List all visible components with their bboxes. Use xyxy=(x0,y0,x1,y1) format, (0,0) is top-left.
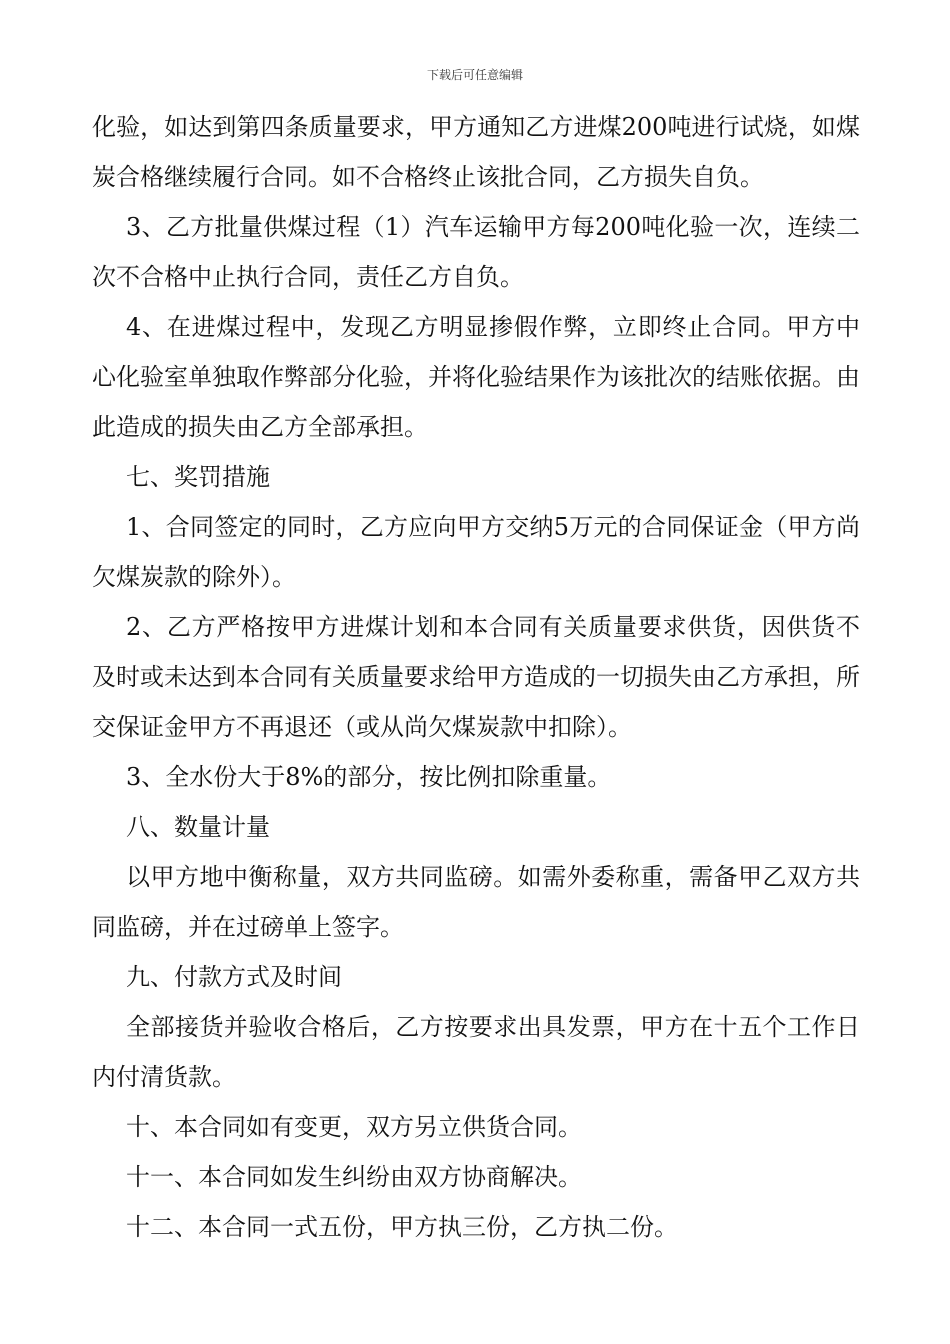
section-heading-quantity: 八、数量计量 xyxy=(126,813,270,841)
paragraph-1: 化验，如达到第四条质量要求，甲方通知乙方进煤200吨进行试烧，如煤炭合格继续履行合同。如不合格终止该批合同，乙方损失自负。 xyxy=(92,113,860,191)
section-heading-rewards-penalties: 七、奖罚措施 xyxy=(126,463,270,491)
paragraph-14: 十二、本合同一式五份，甲方执三份，乙方执二份。 xyxy=(126,1213,678,1241)
document-body xyxy=(92,102,860,1252)
page-header-note: 下载后可任意编辑 xyxy=(426,68,523,82)
paragraph-5: 1、合同签定的同时，乙方应向甲方交纳5万元的合同保证金（甲方尚欠煤炭款的除外）。 xyxy=(92,513,860,591)
section-heading-payment: 九、付款方式及时间 xyxy=(126,963,342,991)
paragraph-12: 十、本合同如有变更，双方另立供货合同。 xyxy=(126,1113,582,1141)
paragraph-13: 十一、本合同如发生纠纷由双方协商解决。 xyxy=(126,1163,582,1191)
paragraph-2: 3、乙方批量供煤过程（1）汽车运输甲方每200吨化验一次，连续二次不合格中止执行合同，责任乙方自负。 xyxy=(92,213,860,291)
paragraph-6: 2、乙方严格按甲方进煤计划和本合同有关质量要求供货，因供货不及时或未达到本合同有关质量要求给甲方造成的一切损失由乙方承担，所交保证金甲方不再退还（或从尚欠煤炭款中扣除）。 xyxy=(92,613,860,741)
paragraph-3: 4、在进煤过程中，发现乙方明显掺假作弊，立即终止合同。甲方中心化验室单独取作弊部分化验，并将化验结果作为该批次的结账依据。由此造成的损失由乙方全部承担。 xyxy=(92,313,860,441)
paragraph-9: 以甲方地中衡称量，双方共同监磅。如需外委称重，需备甲乙双方共同监磅，并在过磅单上签字。 xyxy=(92,863,860,941)
paragraph-11: 全部接货并验收合格后，乙方按要求出具发票，甲方在十五个工作日内付清货款。 xyxy=(92,1013,860,1091)
paragraph-7: 3、全水份大于8%的部分，按比例扣除重量。 xyxy=(126,763,612,791)
